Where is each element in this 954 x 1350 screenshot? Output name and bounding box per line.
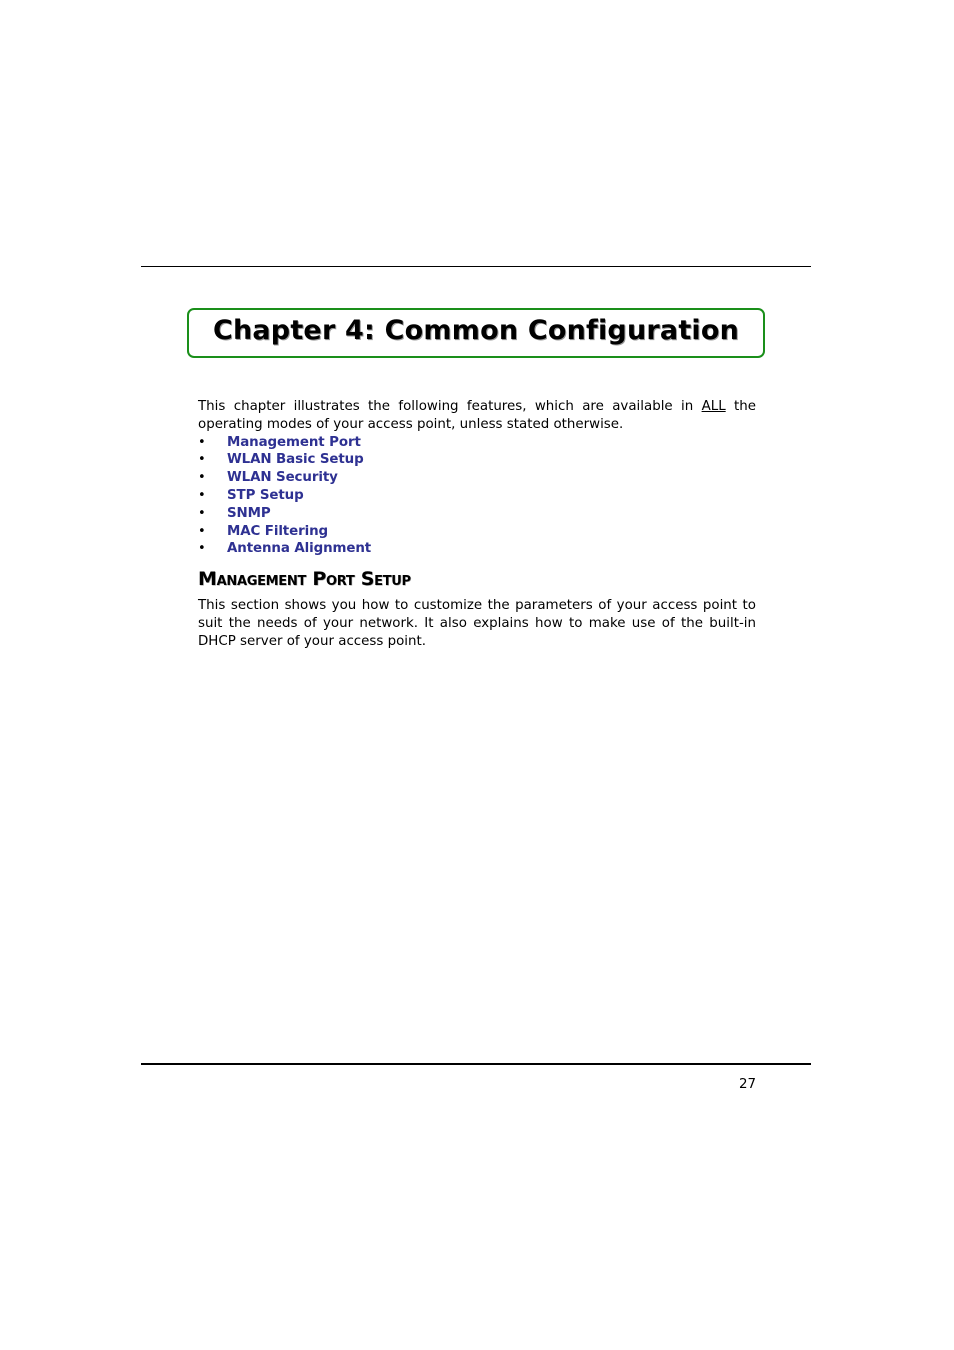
feature-link-wlan-basic-setup[interactable]: WLAN Basic Setup bbox=[227, 452, 364, 468]
feature-link-antenna-alignment[interactable]: Antenna Alignment bbox=[227, 541, 372, 557]
list-item bbox=[198, 540, 756, 558]
bullet-icon: • bbox=[198, 541, 206, 557]
bullet-icon: • bbox=[198, 470, 206, 486]
bullet-icon: • bbox=[198, 487, 206, 503]
header-divider bbox=[141, 266, 811, 267]
footer-divider bbox=[141, 1063, 811, 1065]
intro-paragraph bbox=[198, 398, 756, 434]
page-content bbox=[198, 398, 756, 651]
list-item bbox=[198, 505, 756, 523]
intro-text-after: the operating modes of your access point, unless stated otherwise. bbox=[198, 399, 757, 432]
intro-text-before: This chapter illustrates the following features, which are available in bbox=[198, 399, 702, 414]
section-paragraph: This section shows you how to customize the parameters of your access point to suit the needs of your network. It also explains how to make use of the built-in DHCP server of your access point. bbox=[198, 598, 756, 649]
feature-link-stp-setup[interactable]: STP Setup bbox=[227, 487, 304, 503]
page-number: 27 bbox=[738, 1077, 756, 1092]
chapter-title-box bbox=[187, 308, 765, 358]
feature-link-mac-filtering[interactable]: MAC Filtering bbox=[227, 523, 328, 539]
feature-list bbox=[198, 434, 756, 559]
intro-emphasis-all: ALL bbox=[701, 399, 726, 414]
chapter-title: Chapter 4: Common Configuration bbox=[212, 315, 740, 346]
list-item bbox=[198, 469, 756, 487]
list-item bbox=[198, 487, 756, 505]
bullet-icon: • bbox=[198, 434, 206, 450]
section-heading: Management Port Setup bbox=[198, 568, 411, 591]
list-item bbox=[198, 434, 756, 452]
feature-link-snmp[interactable]: SNMP bbox=[227, 505, 271, 521]
bullet-icon: • bbox=[198, 505, 206, 521]
feature-link-wlan-security[interactable]: WLAN Security bbox=[227, 470, 338, 486]
list-item bbox=[198, 451, 756, 469]
bullet-icon: • bbox=[198, 523, 206, 539]
bullet-icon: • bbox=[198, 452, 206, 468]
list-item bbox=[198, 523, 756, 541]
feature-link-management-port[interactable]: Management Port bbox=[227, 434, 361, 450]
